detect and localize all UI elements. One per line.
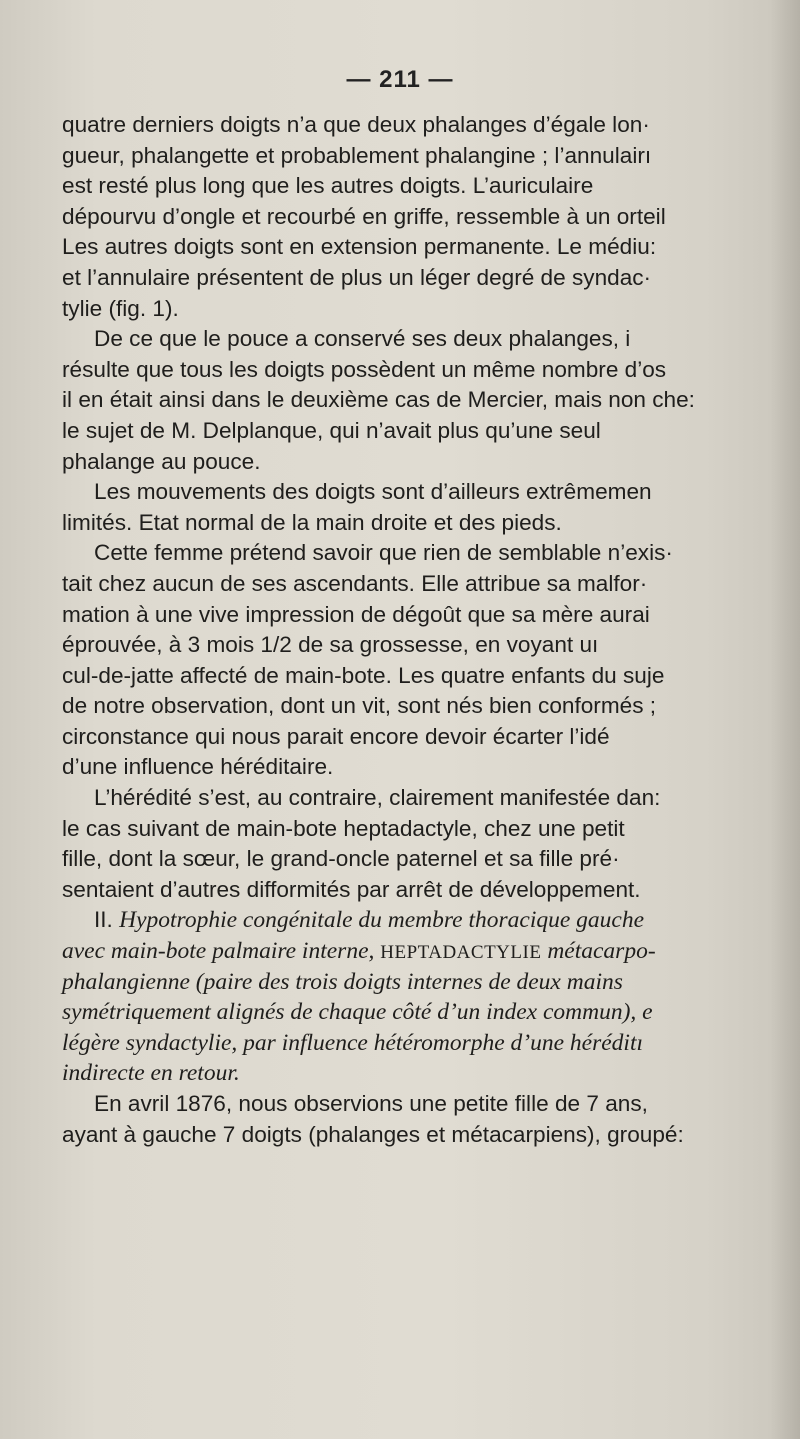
section-title-part: légère syndactylie, par influence hétéromorphe d’une héréditı — [62, 1029, 644, 1056]
section-heading-line — [62, 997, 788, 1028]
section-heading-line — [62, 967, 788, 998]
text-line: Cette femme prétend savoir que rien de semblable n’exis· — [94, 540, 673, 566]
text-line: phalange au pouce. — [62, 448, 261, 474]
body-text — [62, 110, 788, 1150]
text-line: mation à une vive impression de dégoût que sa mère aurai — [62, 601, 650, 627]
text-line: résulte que tous les doigts possèdent un même nombre d’os — [62, 356, 667, 382]
text-line: gueur, phalangette et probablement phalangine ; l’annulairı — [62, 142, 652, 168]
text-line: tait chez aucun de ses ascendants. Elle attribue sa malfor· — [62, 570, 648, 596]
text-line: de notre observation, dont un vit, sont nés bien conformés ; — [62, 693, 657, 719]
text-line: et l’annulaire présentent de plus un léger degré de syndac· — [62, 264, 652, 290]
text-line: est resté plus long que les autres doigts. L’auriculaire — [62, 173, 594, 199]
section-title-part: Hypotrophie congénitale du membre thoracique gauche — [119, 907, 645, 934]
section-heading-line — [62, 1058, 788, 1089]
text-line: limités. Etat normal de la main droite et des pieds. — [62, 509, 562, 535]
section-title-part: symétriquement alignés de chaque côté d’un index commun), e — [62, 999, 653, 1026]
text-line: sentaient d’autres difformités par arrêt de développement. — [62, 876, 641, 902]
text-line: Les mouvements des doigts sont d’ailleurs extrêmemen — [94, 479, 652, 505]
text-line: éprouvée, à 3 mois 1/2 de sa grossesse, en voyant uı — [62, 632, 599, 658]
text-line: d’une influence héréditaire. — [62, 754, 334, 780]
text-line: L’hérédité s’est, au contraire, clairement manifestée dan: — [94, 785, 661, 811]
text-line: De ce que le pouce a conservé ses deux phalanges, i — [94, 326, 631, 352]
text-line: quatre derniers doigts n’a que deux phalanges d’égale lon· — [62, 112, 650, 137]
section-title-part: phalangienne (paire des trois doigts internes de deux mains — [62, 968, 623, 995]
page-edge-shadow — [770, 0, 800, 1439]
section-title-part: avec main-bote palmaire interne, — [62, 938, 381, 965]
section-title-smallcaps: HEPTADACTYLIE — [380, 942, 542, 964]
section-heading-line — [62, 905, 788, 936]
text-line: le cas suivant de main-bote heptadactyle, chez une petit — [62, 815, 625, 841]
page-number: — 211 — — [346, 66, 454, 93]
section-heading-line — [62, 936, 788, 967]
section-heading-line — [62, 1028, 788, 1059]
section-title-part: indirecte en retour. — [62, 1060, 240, 1087]
section-title-part: métacarpo- — [541, 938, 656, 965]
text-line: En avril 1876, nous observions une petite fille de 7 ans, — [94, 1091, 648, 1116]
text-line: dépourvu d’ongle et recourbé en griffe, ressemble à un orteil — [62, 203, 666, 229]
section-number: II. — [94, 907, 120, 933]
text-line: circonstance qui nous parait encore devoir écarter l’idé — [62, 723, 610, 749]
text-line: Les autres doigts sont en extension permanente. Le médiu: — [62, 234, 657, 260]
text-line: fille, dont la sœur, le grand-oncle paternel et sa fille pré· — [62, 846, 620, 872]
text-line: cul-de-jatte affecté de main-bote. Les quatre enfants du suje — [62, 662, 665, 688]
text-line: il en était ainsi dans le deuxième cas de Mercier, mais non che: — [62, 387, 695, 413]
text-line: le sujet de M. Delplanque, qui n’avait plus qu’une seul — [62, 417, 601, 443]
text-line: tylie (fig. 1). — [62, 295, 179, 321]
text-line: ayant à gauche 7 doigts (phalanges et métacarpiens), groupé: — [62, 1121, 684, 1147]
